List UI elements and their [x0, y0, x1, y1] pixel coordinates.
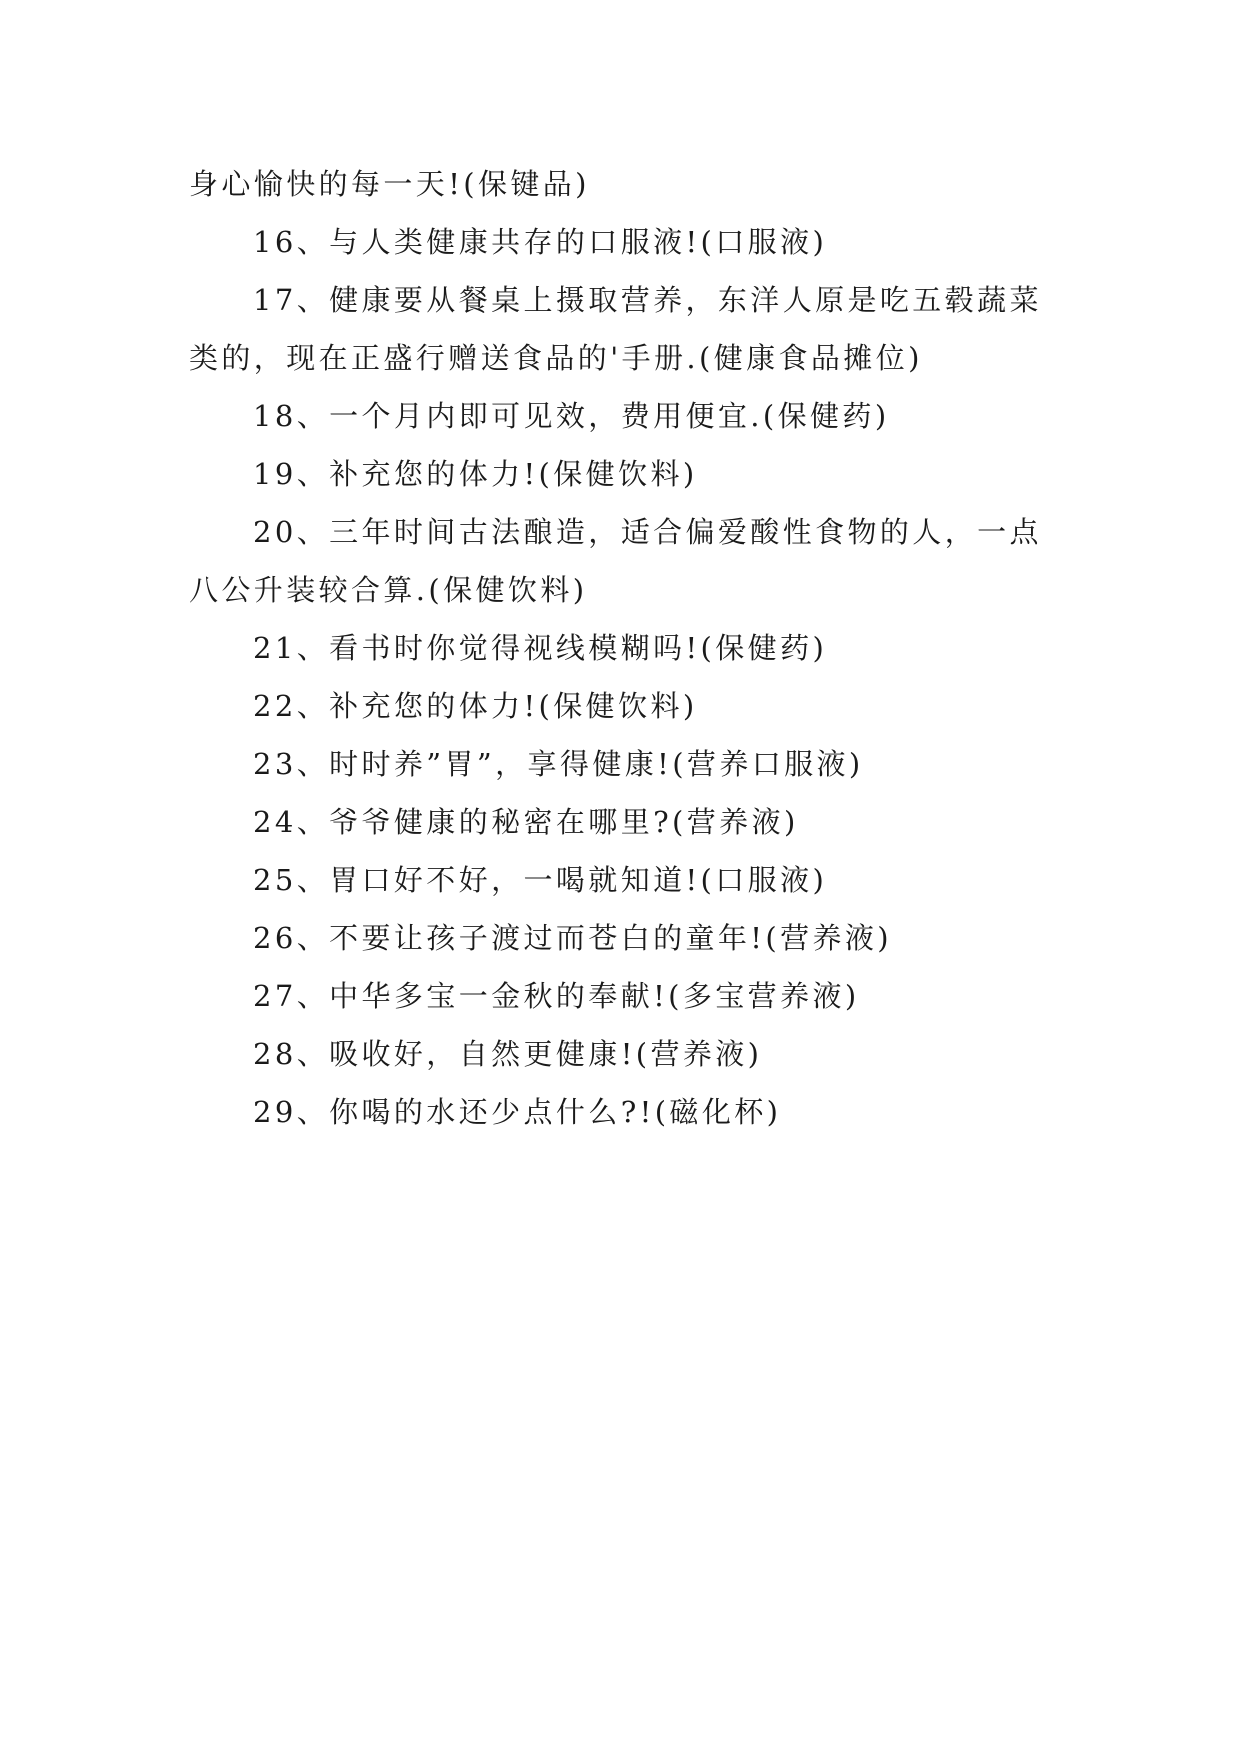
- text-line: 身心愉快的每一天!(保键品): [189, 167, 590, 201]
- text-line: 18、一个月内即可见效，费用便宜.(保健药): [253, 399, 890, 433]
- text-line: 29、你喝的水还少点什么?!(磁化杯): [253, 1095, 782, 1129]
- text-line: 19、补充您的体力!(保健饮料): [253, 457, 698, 491]
- text-line: 28、吸收好，自然更健康!(营养液): [253, 1037, 763, 1071]
- document-body: [189, 155, 1059, 1141]
- text-line: 20、三年时间古法酿造，适合偏爱酸性食物的人，一点: [253, 515, 1042, 549]
- text-line: 类的，现在正盛行赠送食品的'手册.(健康食品摊位): [189, 341, 923, 375]
- text-line: 22、补充您的体力!(保健饮料): [253, 689, 698, 723]
- text-line: 23、时时养”胃”，享得健康!(营养口服液): [253, 747, 864, 781]
- text-line: 24、爷爷健康的秘密在哪里?(营养液): [253, 805, 799, 839]
- text-line: 25、胃口好不好，一喝就知道!(口服液): [253, 863, 828, 897]
- text-line: 16、与人类健康共存的口服液!(口服液): [253, 225, 828, 259]
- text-line: 21、看书时你觉得视线模糊吗!(保健药): [253, 631, 828, 665]
- text-line: 17、健康要从餐桌上摄取营养，东洋人原是吃五毂蔬菜: [253, 283, 1042, 317]
- text-line: 26、不要让孩子渡过而苍白的童年!(营养液): [253, 921, 892, 955]
- text-line: 八公升装较合算.(保健饮料): [189, 573, 588, 607]
- text-line: 27、中华多宝一金秋的奉献!(多宝营养液): [253, 979, 860, 1013]
